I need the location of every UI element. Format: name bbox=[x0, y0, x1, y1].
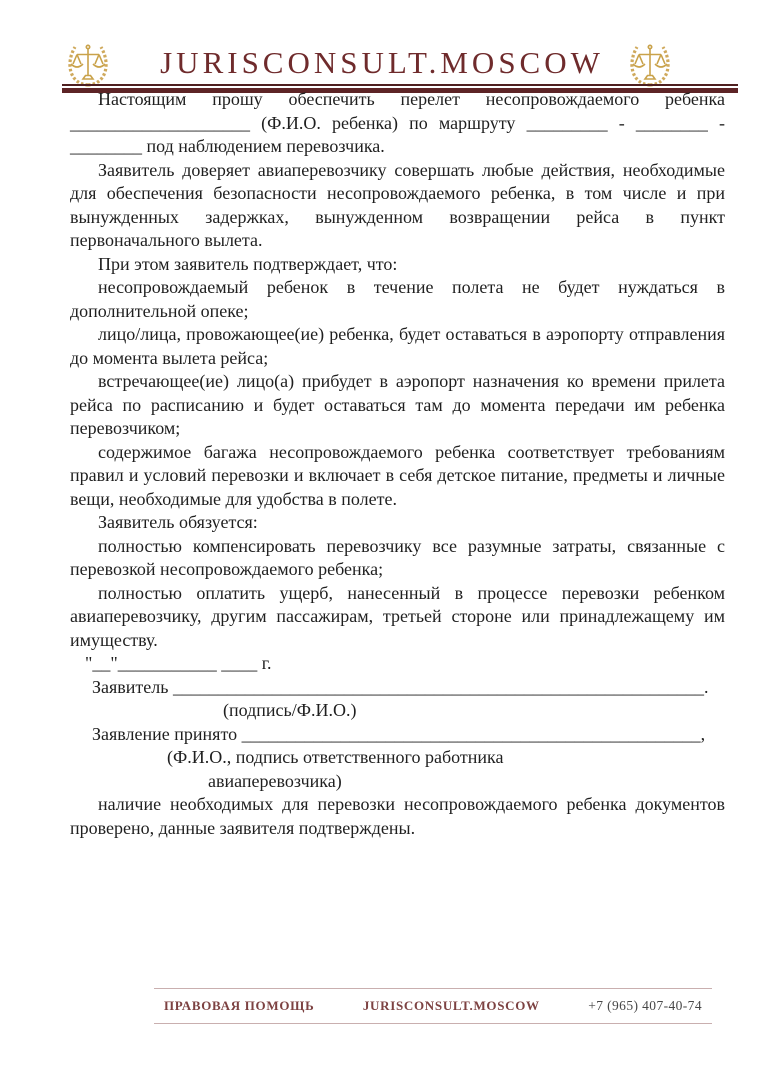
paragraph-9: полностью компенсировать перевозчику все разумные затраты, связанные с перевозкой несопровождаемого ребенка; bbox=[70, 535, 725, 579]
applicant-signature-caption: (подпись/Ф.И.О.) bbox=[223, 700, 357, 720]
page-footer bbox=[154, 988, 712, 1024]
closing-paragraph: наличие необходимых для перевозки несопровождаемого ребенка документов проверено, данные заявителя подтверждены. bbox=[70, 794, 725, 838]
paragraph-7: содержимое багажа несопровождаемого ребенка соответствует требованиям правил и условий перевозки и включает в себя детское питание, предметы и личные вещи, необходимые для удобства в полете. bbox=[70, 441, 725, 509]
paragraph-10: полностью оплатить ущерб, нанесенный в процессе перевозки ребенком авиаперевозчику, другим пассажирам, третьей стороне или принадлежащему им имуществу. bbox=[70, 582, 725, 650]
footer-site-name: JURISCONSULT.MOSCOW bbox=[362, 998, 540, 1013]
paragraph-3: При этом заявитель подтверждает, что: bbox=[98, 253, 398, 274]
paragraph-8: Заявитель обязуется: bbox=[98, 512, 258, 532]
document-paragraphs bbox=[70, 88, 725, 652]
paragraph-5: лицо/лица, провожающее(ие) ребенка, будет оставаться в аэропорту отправления до момента вылета рейса; bbox=[70, 324, 725, 368]
scales-of-justice-wreath-icon bbox=[624, 39, 676, 89]
scales-of-justice-wreath-icon bbox=[62, 39, 114, 89]
paragraph-4: несопровождаемый ребенок в течение полета не будет нуждаться в дополнительной опеке; bbox=[70, 277, 725, 321]
accepted-by-line: Заявление принято ___________________________________________________, bbox=[92, 723, 706, 744]
document-body bbox=[70, 88, 725, 840]
applicant-signature-line: Заявитель ___________________________________________________________. bbox=[92, 676, 709, 697]
footer-phone-number: +7 (965) 407-40-74 bbox=[588, 998, 702, 1013]
footer-tagline: ПРАВОВАЯ ПОМОЩЬ bbox=[164, 998, 315, 1013]
paragraph-6: встречающее(ие) лицо(а) прибудет в аэропорт назначения ко времени прилета рейса по расписанию и будет оставаться там до момента передачи им ребенка перевозчиком; bbox=[70, 371, 725, 438]
paragraph-1: Настоящим прошу обеспечить перелет несопровождаемого ребенка ____________________ (Ф.И.О. ребенка) по маршруту _________ - ________ - ________ под наблюдением перевозчика. bbox=[70, 89, 725, 156]
date-blank-line: "__"___________ ____ г. bbox=[85, 653, 272, 673]
brand-title: JURISCONSULT.MOSCOW bbox=[160, 45, 604, 80]
accepted-by-caption-line1: (Ф.И.О., подпись ответственного работника bbox=[167, 747, 504, 767]
accepted-by-caption-line2: авиаперевозчика) bbox=[208, 770, 342, 791]
paragraph-2: Заявитель доверяет авиаперевозчику совершать любые действия, необходимые для обеспечения безопасности несопровождаемого ребенка, в том числе и при вынужденных задержках, вынужденном возвращении рейса в пункт первоначального вылета. bbox=[70, 159, 725, 250]
